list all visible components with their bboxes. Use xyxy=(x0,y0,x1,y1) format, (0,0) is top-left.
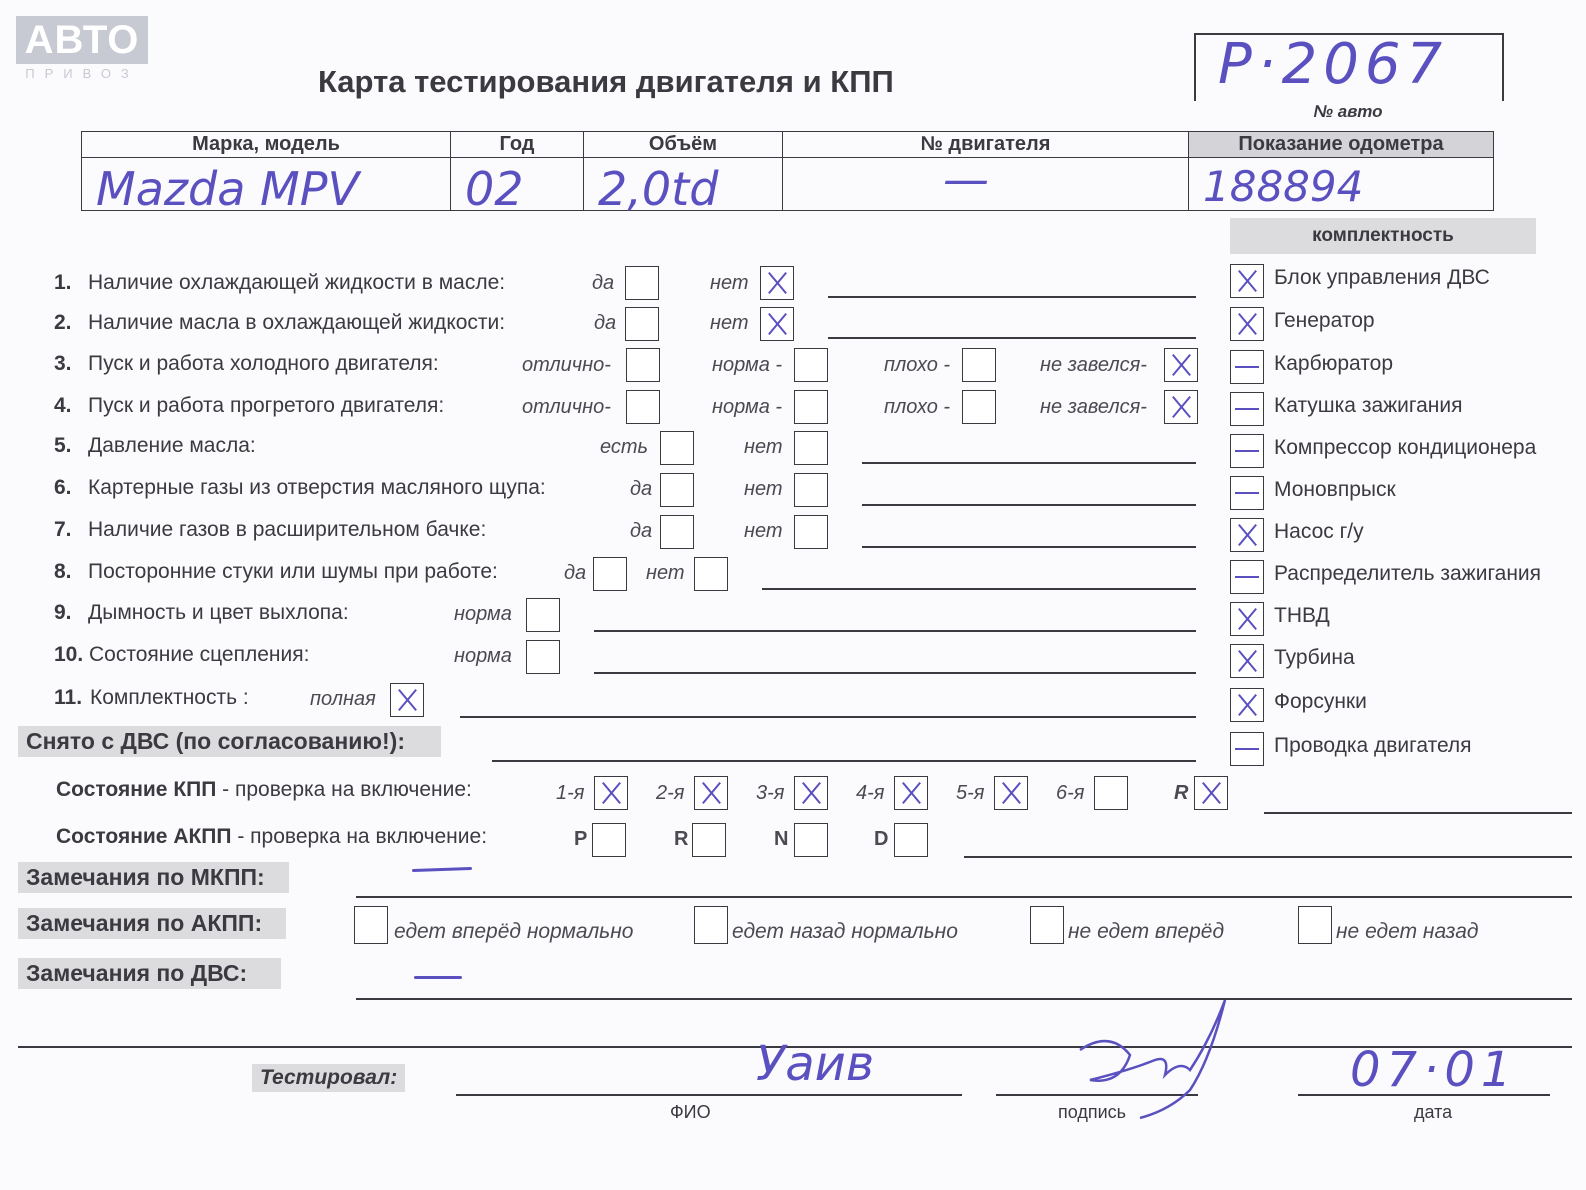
checkbox-akpp-n[interactable] xyxy=(794,823,828,857)
option-label: отлично- xyxy=(522,354,611,376)
gear-label: 1-я xyxy=(556,782,585,804)
option-label: не завелся- xyxy=(1040,354,1147,376)
checkbox-row4-normal[interactable] xyxy=(794,390,828,424)
akpp-gear-label: N xyxy=(774,828,789,850)
kompl-label: Проводка двигателя xyxy=(1274,734,1472,757)
option-label: отлично- xyxy=(522,396,611,418)
akpp-label-rest: - проверка на включение: xyxy=(231,825,488,848)
option-label: норма - xyxy=(712,354,783,376)
row-text: Наличие масла в охлаждающей жидкости: xyxy=(88,311,506,334)
cell-year xyxy=(451,158,584,216)
note-line xyxy=(460,716,1196,718)
kpp-label-rest: - проверка на включение: xyxy=(216,778,472,801)
checkbox-row10-normal[interactable] xyxy=(526,640,560,674)
gear-label: R xyxy=(1174,782,1189,804)
checkbox-akpp-p[interactable] xyxy=(592,823,626,857)
note-line xyxy=(862,504,1196,506)
row-number: 11. xyxy=(54,686,83,709)
row-text: Пуск и работа прогретого двигателя: xyxy=(88,394,445,417)
note-line xyxy=(1264,812,1572,814)
checkbox-kompl-6[interactable] xyxy=(1230,476,1264,510)
logo: АВТО xyxy=(16,16,148,64)
option-label: полная xyxy=(310,688,376,710)
value-brand-model: Mazda MPV xyxy=(96,162,359,216)
row-number: 7. xyxy=(54,518,72,541)
row-text: Пуск и работа холодного двигателя: xyxy=(88,352,439,375)
gear-label: 2-я xyxy=(656,782,685,804)
akpp-remark-option: едет назад нормально xyxy=(732,920,958,943)
checkbox-row2-no[interactable] xyxy=(760,307,794,341)
checkbox-row4-no-start[interactable] xyxy=(1164,390,1198,424)
kompl-label: Блок управления ДВС xyxy=(1274,266,1490,289)
note-line xyxy=(862,546,1196,548)
checkbox-gear-6[interactable] xyxy=(1094,776,1128,810)
value-odometer: 188894 xyxy=(1203,162,1364,211)
value-engine-number: — xyxy=(943,152,989,206)
note-line xyxy=(762,588,1196,590)
checkbox-gear-5[interactable] xyxy=(994,776,1028,810)
checkbox-row8-yes[interactable] xyxy=(593,557,627,591)
auto-number-value: P·2067 xyxy=(1218,32,1449,97)
checkbox-kompl-1[interactable] xyxy=(1230,264,1264,298)
gear-label: 6-я xyxy=(1056,782,1085,804)
checkbox-row11-full[interactable] xyxy=(390,683,424,717)
cell-brand-model xyxy=(82,158,451,216)
checkbox-gear-3[interactable] xyxy=(794,776,828,810)
option-label: нет xyxy=(744,520,783,542)
checkbox-row5-yes[interactable] xyxy=(660,431,694,465)
removed-label: Снято с ДВС (по согласованию!): xyxy=(18,726,441,757)
kompl-label: Генератор xyxy=(1274,309,1375,332)
cell-volume xyxy=(584,158,783,216)
row-number: 3. xyxy=(54,352,72,375)
checkbox-row5-no[interactable] xyxy=(794,431,828,465)
option-label: нет xyxy=(744,436,783,458)
checkbox-gear-r[interactable] xyxy=(1194,776,1228,810)
checkbox-row4-bad[interactable] xyxy=(962,390,996,424)
row-number: 8. xyxy=(54,560,72,583)
checkbox-row8-no[interactable] xyxy=(694,557,728,591)
fio-line xyxy=(456,1094,962,1096)
checkbox-akpp-reverse-ok[interactable] xyxy=(694,906,728,944)
checkbox-row7-yes[interactable] xyxy=(660,515,694,549)
row-text: Посторонние стуки или шумы при работе: xyxy=(88,560,498,583)
checkbox-row9-normal[interactable] xyxy=(526,598,560,632)
value-year: 02 xyxy=(465,162,524,216)
note-line xyxy=(594,672,1196,674)
row-text: Наличие охлаждающей жидкости в масле: xyxy=(88,271,506,294)
row-text: Дымность и цвет выхлопа: xyxy=(88,601,349,624)
checkbox-row3-excellent[interactable] xyxy=(626,348,660,382)
kompl-label: Компрессор кондиционера xyxy=(1274,436,1537,459)
akpp-label xyxy=(56,825,487,849)
row-number: 2. xyxy=(54,311,72,334)
remarks-akpp-label: Замечания по АКПП: xyxy=(18,908,286,939)
row-number: 10. xyxy=(54,643,84,666)
checkbox-gear-4[interactable] xyxy=(894,776,928,810)
akpp-remark-option: едет вперёд нормально xyxy=(394,920,634,943)
checkbox-row1-no[interactable] xyxy=(760,266,794,300)
option-label: норма xyxy=(454,645,512,667)
checkbox-kompl-8[interactable] xyxy=(1230,560,1264,594)
checkbox-akpp-no-reverse[interactable] xyxy=(1298,906,1332,944)
kpp-label xyxy=(56,778,472,802)
checkbox-kompl-9[interactable] xyxy=(1230,602,1264,636)
fio-label: ФИО xyxy=(670,1102,711,1122)
pen-dash xyxy=(412,867,472,872)
remarks-dvs-label: Замечания по ДВС: xyxy=(18,958,281,989)
checkbox-row3-bad[interactable] xyxy=(962,348,996,382)
row-number: 5. xyxy=(54,434,72,457)
note-line xyxy=(964,856,1572,858)
row-text: Состояние сцепления: xyxy=(89,643,310,666)
checkbox-kompl-2[interactable] xyxy=(1230,307,1264,341)
kpp-label-bold: Состояние КПП xyxy=(56,778,217,801)
vehicle-info-table xyxy=(81,131,1494,216)
option-label: нет xyxy=(744,478,783,500)
akpp-remark-option: не едет вперёд xyxy=(1068,920,1225,943)
option-label: есть xyxy=(600,436,649,458)
fio-value: Уаив xyxy=(756,1036,875,1092)
kompl-label: Распределитель зажигания xyxy=(1274,562,1542,585)
akpp-gear-label: P xyxy=(574,828,588,850)
note-line xyxy=(862,462,1196,464)
option-label: да xyxy=(592,272,615,294)
cell-odometer xyxy=(1189,158,1494,211)
kompl-label: Насос г/у xyxy=(1274,520,1364,543)
row-text: Давление масла: xyxy=(88,434,256,457)
row-number: 1. xyxy=(54,271,72,294)
auto-number-label: № авто xyxy=(1313,102,1383,121)
checkbox-kompl-3[interactable] xyxy=(1230,350,1264,384)
akpp-gear-label: D xyxy=(874,828,889,850)
kompl-label: Катушка зажигания xyxy=(1274,394,1463,417)
kompl-label: Турбина xyxy=(1274,646,1355,669)
checkbox-row3-normal[interactable] xyxy=(794,348,828,382)
checkbox-kompl-11[interactable] xyxy=(1230,688,1264,722)
option-label: да xyxy=(630,520,653,542)
pen-dash xyxy=(414,976,462,979)
option-label: нет xyxy=(646,562,685,584)
gear-label: 4-я xyxy=(856,782,885,804)
page-title: Карта тестирования двигателя и КПП xyxy=(318,64,894,99)
note-line xyxy=(356,896,1572,898)
row-number: 9. xyxy=(54,601,72,624)
gear-label: 5-я xyxy=(956,782,985,804)
kompl-label: ТНВД xyxy=(1274,604,1330,627)
checkbox-row7-no[interactable] xyxy=(794,515,828,549)
remarks-mkpp-label: Замечания по МКПП: xyxy=(18,862,289,893)
option-label: нет xyxy=(710,312,749,334)
akpp-remark-option: не едет назад xyxy=(1336,920,1479,943)
option-label: плохо - xyxy=(884,396,951,418)
col-engine-number: № двигателя xyxy=(783,132,1189,158)
date-label: дата xyxy=(1414,1102,1453,1122)
checkbox-row6-yes[interactable] xyxy=(660,473,694,507)
note-line xyxy=(828,296,1196,298)
gear-label: 3-я xyxy=(756,782,785,804)
kompl-title: комплектность xyxy=(1230,218,1536,254)
checkbox-row6-no[interactable] xyxy=(794,473,828,507)
option-label: да xyxy=(564,562,587,584)
checkbox-kompl-7[interactable] xyxy=(1230,518,1264,552)
checkbox-row4-excellent[interactable] xyxy=(626,390,660,424)
checkbox-gear-2[interactable] xyxy=(694,776,728,810)
checkbox-kompl-10[interactable] xyxy=(1230,644,1264,678)
checkbox-gear-1[interactable] xyxy=(594,776,628,810)
cell-engine-number xyxy=(783,152,1189,211)
note-line xyxy=(356,998,1572,1000)
option-label: нет xyxy=(710,272,749,294)
col-brand-model: Марка, модель xyxy=(82,132,451,158)
option-label: норма - xyxy=(712,396,783,418)
signature-label: подпись xyxy=(1058,1102,1127,1122)
option-label: не завелся- xyxy=(1040,396,1147,418)
checkbox-row3-no-start[interactable] xyxy=(1164,348,1198,382)
option-label: да xyxy=(630,478,653,500)
checkbox-row1-yes[interactable] xyxy=(625,266,659,300)
tested-by-label: Тестировал: xyxy=(252,1064,405,1092)
checkbox-kompl-12[interactable] xyxy=(1230,732,1264,766)
row-text: Картерные газы из отверстия масляного щупа: xyxy=(88,476,546,499)
kompl-label: Моновпрыск xyxy=(1274,478,1396,501)
row-number: 6. xyxy=(54,476,72,499)
col-odometer: Показание одометра xyxy=(1189,132,1494,158)
checkbox-akpp-d[interactable] xyxy=(894,823,928,857)
option-label: да xyxy=(594,312,617,334)
note-line xyxy=(594,630,1196,632)
logo-subtitle: ПРИВОЗ xyxy=(25,66,139,81)
note-line xyxy=(828,337,1196,339)
checkbox-row2-yes[interactable] xyxy=(625,307,659,341)
row-text: Наличие газов в расширительном бачке: xyxy=(88,518,487,541)
value-volume: 2,0td xyxy=(598,162,719,216)
row-number: 4. xyxy=(54,394,72,417)
checkbox-kompl-4[interactable] xyxy=(1230,392,1264,426)
option-label: норма xyxy=(454,603,512,625)
col-volume: Объём xyxy=(584,132,783,158)
checkbox-kompl-5[interactable] xyxy=(1230,434,1264,468)
col-year: Год xyxy=(451,132,584,158)
kompl-label: Форсунки xyxy=(1274,690,1367,713)
checkbox-akpp-forward-ok[interactable] xyxy=(354,906,388,944)
kompl-label: Карбюратор xyxy=(1274,352,1394,375)
note-line xyxy=(492,760,1196,762)
akpp-label-bold: Состояние АКПП xyxy=(56,825,232,848)
row-text: Комплектность : xyxy=(90,686,249,709)
akpp-gear-label: R xyxy=(674,828,689,850)
checkbox-akpp-no-forward[interactable] xyxy=(1030,906,1064,944)
checkbox-akpp-r[interactable] xyxy=(692,823,726,857)
date-value: 07·01 xyxy=(1350,1042,1518,1098)
option-label: плохо - xyxy=(884,354,951,376)
